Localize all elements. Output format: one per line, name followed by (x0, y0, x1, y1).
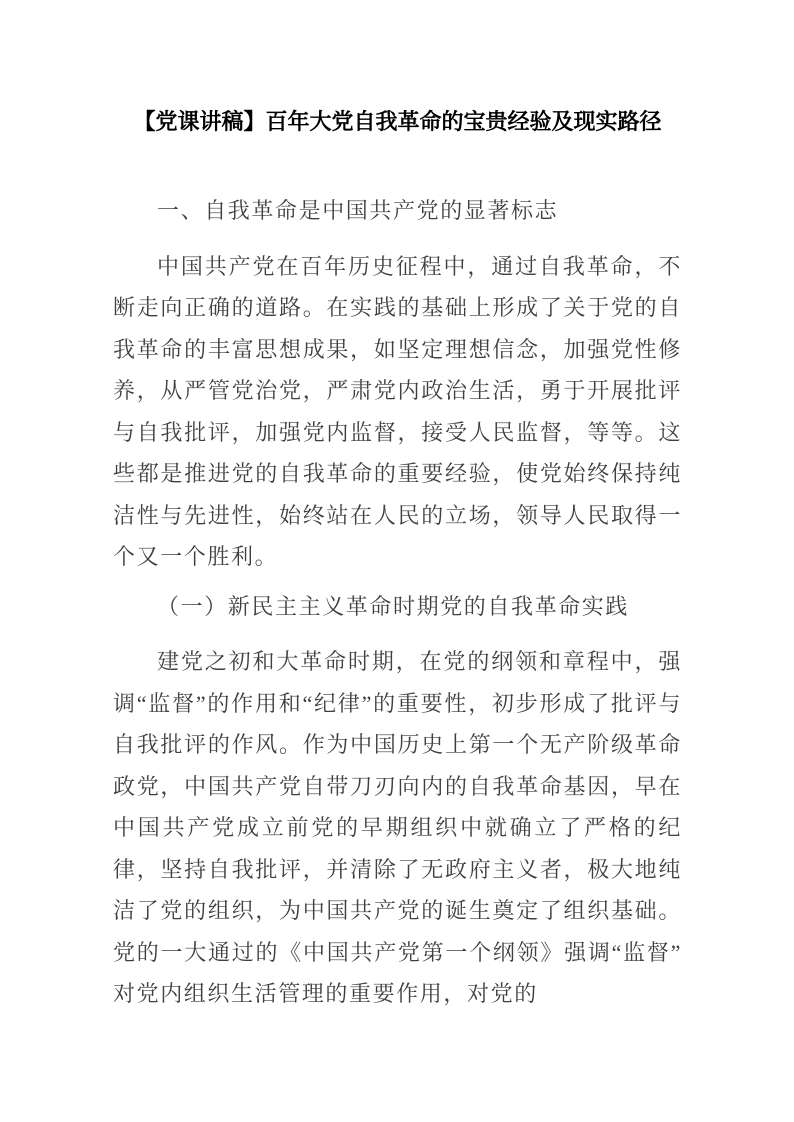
section-self-revolution-hallmark (113, 190, 682, 578)
section-heading-2: （一）新民主主义革命时期党的自我革命实践 (157, 593, 630, 619)
paragraph-1: 中国共产党在百年历史征程中，通过自我革命，不断走向正确的道路。在实践的基础上形成了关于党的自我革命的丰富思想成果，如坚定理想信念，加强党性修养，从严管党治党，严肃党内政治生活，勇于开展批评与自我批评，加强党内监督，接受人民监督，等等。这些都是推进党的自我革命的重要经验，使党始终保持纯洁性与先进性，始终站在人民的立场，领导人民取得一个又一个胜利。 (113, 253, 682, 569)
section-new-democratic-revolution-period (113, 586, 682, 1015)
document-title: 【党课讲稿】百年大党自我革命的宝贵经验及现实路径 (133, 109, 662, 134)
paragraph-2: 建党之初和大革命时期，在党的纲领和章程中，强调“监督”的作用和“纪律”的重要性，初步形成了批评与自我批评的作风。作为中国历史上第一个无产阶级革命政党，中国共产党自带刀刃向内的自我革命基因，早在中国共产党成立前党的早期组织中就确立了严格的纪律，坚持自我批评，并清除了无政府主义者，极大地纯洁了党的组织，为中国共产党的诞生奠定了组织基础。党的一大通过的《中国共产党第一个纲领》强调“监督”对党内组织生活管理的重要作用，对党的 (113, 649, 682, 1006)
section-heading-1: 一、自我革命是中国共产党的显著标志 (157, 198, 559, 223)
